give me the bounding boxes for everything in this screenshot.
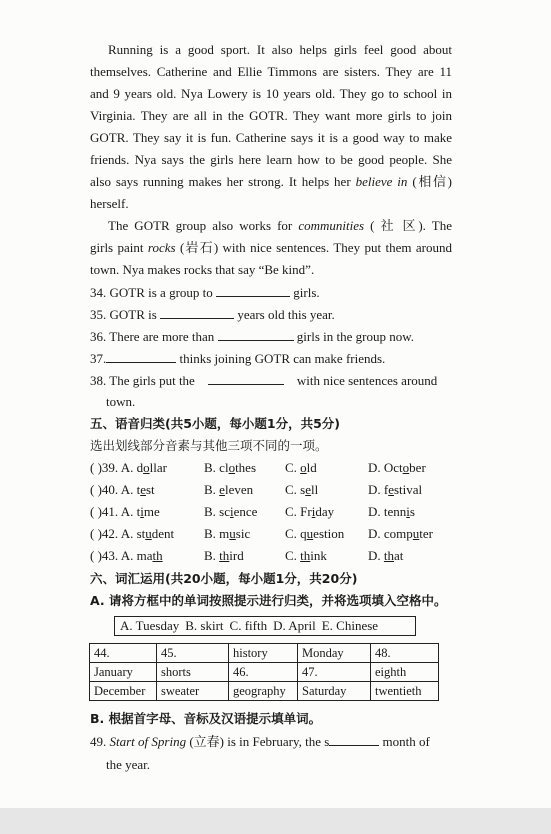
question-38 [90, 372, 437, 389]
underlined-sound: i [140, 504, 144, 519]
reading-italic: believe in [355, 174, 408, 189]
phonics-option [285, 460, 317, 476]
reading-line: herself. [90, 196, 129, 211]
word-part: D. tenn [368, 504, 407, 519]
underlined-sound: e [219, 482, 225, 497]
underlined-sound: i [230, 504, 234, 519]
word-part: B. m [204, 526, 230, 541]
reading-line [90, 174, 452, 190]
question-49 [90, 733, 430, 750]
word-part: C. Fr [285, 504, 312, 519]
underlined-sound: e [305, 482, 312, 497]
phonics-option [285, 548, 327, 564]
table-cell: December [90, 682, 157, 701]
question-text: 35. GOTR is [90, 307, 157, 322]
option-b: B. skirt [185, 618, 224, 633]
underlined-sound: e [140, 482, 146, 497]
underlined-sound: i [311, 504, 316, 519]
table-cell: history [229, 644, 298, 663]
question-34 [90, 284, 320, 301]
question-37 [90, 350, 385, 367]
reading-line [90, 240, 452, 256]
phonics-option [285, 526, 344, 542]
question-number: ( )41. A. [90, 504, 137, 519]
word-part: s [409, 504, 415, 519]
table-row [90, 644, 439, 663]
table-cell[interactable]: 47. [298, 663, 371, 682]
phonics-option [368, 482, 422, 498]
word-part: C. q [285, 526, 307, 541]
reading-line: and 9 years old. Nya Lowery is 10 years old. They go to school in [90, 86, 452, 101]
reading-text: also says running makes her strong. It helps her [90, 174, 356, 189]
word-part: B. cl [204, 460, 229, 475]
question-number: ( )39. A. [90, 460, 137, 475]
question-text: thinks joining GOTR can make friends. [179, 351, 386, 366]
underlined-sound: o [300, 460, 307, 475]
question-49-continuation: the year. [106, 757, 151, 772]
question-36 [90, 328, 414, 345]
reading-line: GOTR. They say it is fun. Catherine says it is a good way to make [90, 130, 452, 145]
word-part: ink [310, 548, 327, 563]
underlined-sound: th [219, 548, 230, 563]
part-b-instruction: B. 根据首字母、音标及汉语提示填单词。 [90, 711, 322, 726]
word-part: day [315, 504, 335, 519]
table-cell: shorts [157, 663, 229, 682]
word-part: C. s [285, 482, 306, 497]
option-c: C. fifth [229, 618, 268, 633]
section-5-instruction: 选出划线部分音素与其他三项不同的一项。 [90, 438, 328, 453]
reading-italic: rocks [147, 240, 176, 255]
option-e: E. Chinese [321, 618, 379, 633]
question-text: with nice sentences around [296, 373, 438, 388]
underlined-sound: u [229, 526, 236, 541]
word-part: t [136, 482, 141, 497]
word-part: B. [204, 482, 220, 497]
page-bottom-margin [0, 808, 551, 834]
question-number: ( )42. A. [90, 526, 137, 541]
answer-blank[interactable] [329, 733, 379, 746]
reading-text: (岩石) with nice sentences. They put them around [175, 240, 452, 255]
word-part: B. [204, 548, 220, 563]
phonics-option [368, 460, 426, 476]
question-number: ( )43. A. [90, 548, 137, 563]
table-cell[interactable]: 46. [229, 663, 298, 682]
reading-line: themselves. Catherine and Ellie Timmons are sisters. They are 11 [90, 64, 452, 79]
section-5-title: 五、语音归类(共5小题，每小题1分，共5分) [90, 416, 341, 431]
table-cell: Monday [298, 644, 371, 663]
phonics-item-option-a [90, 526, 174, 542]
answer-blank[interactable] [218, 328, 294, 341]
table-row [90, 663, 439, 682]
reading-line: town. Nya makes rocks that say “Be kind”. [90, 262, 315, 277]
table-cell: January [90, 663, 157, 682]
phonics-item-option-a [90, 460, 167, 476]
table-cell: twentieth [371, 682, 439, 701]
underlined-sound: th [300, 548, 311, 563]
phonics-option [204, 526, 250, 542]
word-part: llar [149, 460, 167, 475]
question-text: girls. [293, 285, 320, 300]
underlined-sound: u [412, 526, 420, 541]
phonics-option [204, 482, 253, 498]
table-cell: Saturday [298, 682, 371, 701]
word-part: st [146, 482, 155, 497]
table-cell[interactable]: 45. [157, 644, 229, 663]
phonics-option [204, 460, 256, 476]
word-part: leven [224, 482, 254, 497]
phonics-option [285, 482, 318, 498]
word-part: C. [285, 460, 301, 475]
table-cell[interactable]: 44. [90, 644, 157, 663]
word-options-box [114, 616, 416, 636]
reading-line: friends. Nya says the girls here learn how to be good people. She [90, 152, 452, 167]
word-part: sic [235, 526, 251, 541]
option-d: D. April [273, 618, 316, 633]
underlined-sound: o [228, 460, 236, 475]
word-part: thes [235, 460, 257, 475]
reading-text: The GOTR group also works for [108, 218, 299, 233]
underlined-sound: o [402, 460, 410, 475]
question-text: 49. [90, 734, 110, 749]
question-text: girls in the group now. [296, 329, 415, 344]
word-part: D. f [368, 482, 389, 497]
word-part: ence [233, 504, 258, 519]
answer-blank[interactable] [216, 284, 290, 297]
underlined-sound: o [143, 460, 150, 475]
word-part: ird [229, 548, 244, 563]
section-6-title: 六、词汇运用(共20小题，每小题1分，共20分) [90, 571, 358, 586]
word-sort-table [89, 643, 439, 701]
underlined-sound: u [306, 526, 314, 541]
table-cell: sweater [157, 682, 229, 701]
reading-line: Virginia. They are all in the GOTR. They want more girls to join [90, 108, 452, 123]
table-row [90, 682, 439, 701]
question-text: 36. There are more than [90, 329, 215, 344]
underlined-sound: th [383, 548, 395, 563]
phonics-option [368, 548, 403, 564]
table-cell[interactable]: 48. [371, 644, 439, 663]
word-part: at [394, 548, 404, 563]
question-38-continuation: town. [106, 394, 136, 409]
reading-line: Running is a good sport. It also helps girls feel good about [108, 42, 452, 57]
option-a: A. Tuesday [120, 618, 180, 633]
question-italic: Start of Spring [109, 734, 187, 749]
question-35 [90, 306, 335, 323]
table-cell: eighth [371, 663, 439, 682]
underlined-sound: i [406, 504, 410, 519]
word-part: st [136, 526, 146, 541]
reading-line [108, 218, 452, 234]
underlined-sound: u [145, 526, 152, 541]
part-a-instruction: A. 请将方框中的单词按照提示进行归类，并将选项填入空格中。 [90, 593, 447, 608]
phonics-option [204, 504, 257, 520]
phonics-option [204, 548, 244, 564]
word-part: stival [394, 482, 423, 497]
phonics-item-option-a [90, 548, 163, 564]
word-part: D. comp [368, 526, 413, 541]
phonics-option [285, 504, 334, 520]
word-part: me [143, 504, 160, 519]
word-part: d [136, 460, 144, 475]
phonics-option [368, 526, 433, 542]
word-part: ll [311, 482, 319, 497]
word-part: D. [368, 548, 384, 563]
word-part: C. [285, 548, 301, 563]
word-part: dent [151, 526, 175, 541]
answer-blank[interactable] [106, 350, 176, 363]
word-part: ter [419, 526, 433, 541]
phonics-item-option-a [90, 504, 160, 520]
answer-blank[interactable] [160, 306, 234, 319]
underlined-sound: e [388, 482, 394, 497]
question-text: years old this year. [237, 307, 335, 322]
word-part: estion [313, 526, 345, 541]
question-text: 34. GOTR is a group to [90, 285, 213, 300]
word-part: ld [306, 460, 317, 475]
word-part: B. sc [204, 504, 230, 519]
question-text: month of [379, 734, 430, 749]
word-part: D. Oct [368, 460, 403, 475]
phonics-item-option-a [90, 482, 155, 498]
table-cell: geography [229, 682, 298, 701]
question-text: (立春) is in February, the s [186, 734, 330, 749]
answer-blank[interactable] [208, 372, 284, 385]
word-part: ma [136, 548, 153, 563]
word-part: ber [409, 460, 426, 475]
reading-italic: communities [298, 218, 365, 233]
question-number: ( )40. A. [90, 482, 137, 497]
underlined-sound: th [152, 548, 163, 563]
reading-text: (相信) [407, 174, 452, 189]
question-text: 37. [90, 351, 107, 366]
word-part: t [136, 504, 141, 519]
reading-text: ( 社 区). The [364, 218, 452, 233]
phonics-option [368, 504, 415, 520]
question-text: 38. The girls put the [90, 373, 195, 388]
reading-text: girls paint [90, 240, 148, 255]
